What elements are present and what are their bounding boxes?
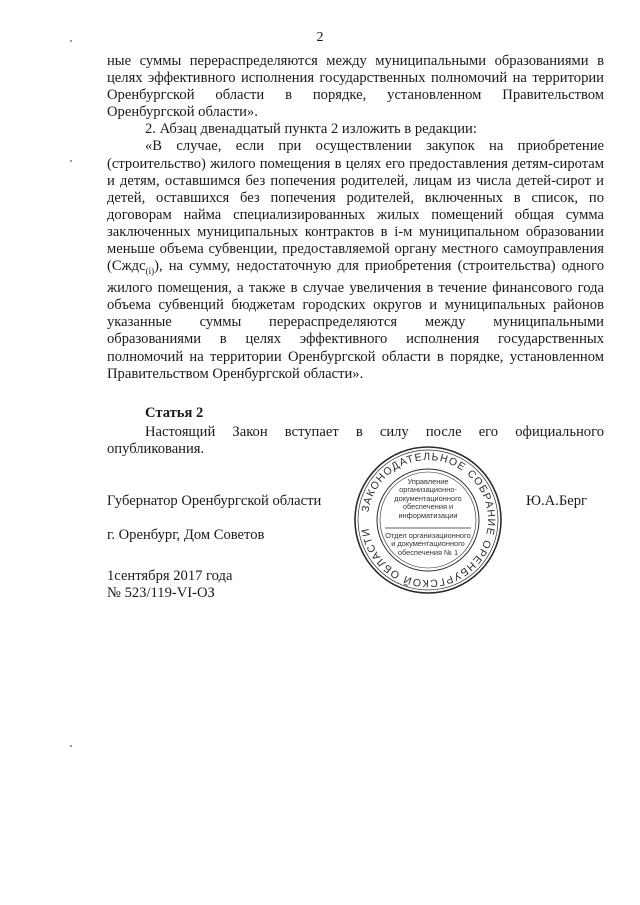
stamp-unit: Отдел организационного и документационного обеспечения № 1 xyxy=(385,531,471,557)
formula-subscript: (i) xyxy=(145,266,155,277)
signatory-name: Ю.А.Берг xyxy=(526,493,587,509)
quote-text-part1: «В случае, если при осуществлении закупок на приобретение (строительство) жилого помещения в целях его предоставления детям-сиротам и детям, оставшимся без попечения родителей, лицам из числа детей-сирот и детей, оставшихся без попечения родителей, включенных в список, по договорам найма специализированных жилых помещений общая сумма заключенных муниципальных контрактов в i-м муниципальном образовании меньше объема субвенции, предоставляемой органу местного самоуправления (Сждс xyxy=(107,138,604,275)
scan-mark xyxy=(70,160,72,162)
paragraph-amendment-quote xyxy=(107,138,604,382)
stamp-outer-text: ЗАКОНОДАТЕЛЬНОЕ СОБРАНИЕ ОРЕНБУРГСКОЙ ОБЛАСТИ xyxy=(359,450,498,590)
signing-date: 1сентября 2017 года xyxy=(107,568,233,584)
article-heading: Статья 2 xyxy=(145,405,204,421)
stamp-department: Управление организационно-документационного обеспечения и информатизации xyxy=(394,477,462,520)
scan-mark xyxy=(70,40,72,42)
paragraph-amendment-intro: 2. Абзац двенадцатый пункта 2 изложить в редакции: xyxy=(145,121,477,138)
signing-place: г. Оренбург, Дом Советов xyxy=(107,527,265,543)
scan-mark xyxy=(70,745,72,747)
article-text: Настоящий Закон вступает в силу после его официального опубликования. xyxy=(107,424,604,458)
page-number: 2 xyxy=(316,30,324,45)
quote-text-part2: ), на сумму, недостаточную для приобретения (строительства) одного жилого помещения, а также в случае увеличения в течение финансового года объема субвенций бюджетам городских округов и муниципальных районов указанные суммы перераспределяются между муниципальными образованиями в целях эффективного исполнения государственных полномочий на территории Оренбургской области в порядке, установленном Правительством Оренбургской области». xyxy=(107,258,604,382)
paragraph-continuation: ные суммы перераспределяются между муниципальными образованиями в целях эффективного исполнения государственных полномочий на территории Оренбургской области в порядке, установленном Правительством Оренбургской области». xyxy=(107,53,604,121)
law-number: № 523/119-VI-ОЗ xyxy=(107,585,215,601)
signatory-position: Губернатор Оренбургской области xyxy=(107,493,322,509)
law-text-body xyxy=(107,53,604,383)
